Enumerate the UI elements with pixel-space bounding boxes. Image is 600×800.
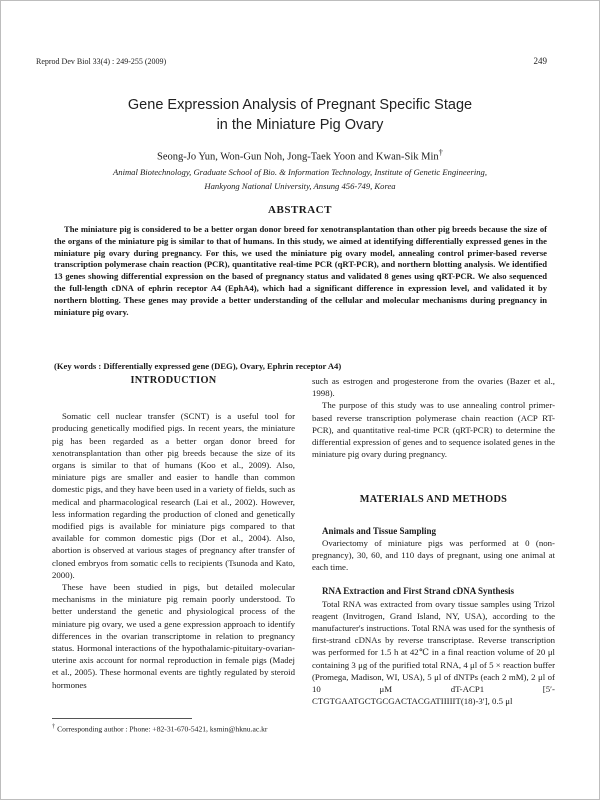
- left-column: [52, 375, 295, 691]
- methods-heading: MATERIALS AND METHODS: [359, 494, 508, 506]
- footnote-mark: †: [52, 723, 56, 730]
- footnote-rule: [52, 718, 192, 719]
- running-head: Reprod Dev Biol 33(4) : 249-255 (2009): [36, 57, 167, 66]
- subsection-heading-rna: RNA Extraction and First Strand cDNA Synthesis: [322, 586, 515, 597]
- title-line-2: in the Miniature Pig Ovary: [216, 117, 384, 133]
- intro-paragraph-4: The purpose of this study was to use annealing control primer-based reverse transcription polymerase chain reaction (ACP RT-PCR), and quantitative real-time PCR (qRT-PCR) to determine the differential expression of genes and to sequence isolated genes in the miniature pig ovary during pregnancy.: [312, 400, 555, 460]
- abstract-text: The miniature pig is considered to be a better organ donor breed for xenotransplantation than other pig breeds because the size of the organs of the miniature pig is similar to that of humans. In this study, we aimed at identifying differentially expressed genes in the miniature pig ovary during pregnancy. For this, we used the miniature pig ovary model, annealing control primer-based reverse transcription polymerase chain reaction (PCR), quantitative real-time PCR (qRT-PCR), and northern blotting analysis. We identified 13 genes showing differential expression on the based of pregnancy status and validated 8 genes using qRT-PCR. We also sequenced the full-length cDNA of ephrin receptor A4 (EphA4), which had a significant difference in expression level, and validated it by northern blotting. These genes may provide a better understanding of the cellular and molecular mechanisms during pregnancy in miniature pig ovary.: [54, 224, 547, 317]
- article-title: [60, 95, 540, 135]
- intro-paragraph-2: These have been studied in pigs, but detailed molecular mechanisms in the miniature pig remain poorly understood. To better understand the genetic and physiological process of the miniature pig ovary, we used a gene expression approach to identify differences in the ovarian transcriptome in relation to pregnancy status. Hormonal interactions of the hypothalamic-pituitary-ovarian-uterine axis account for normal reproduction in female pigs (Madej et al., 2005). These hormonal events are tightly regulated by steroid hormones: [52, 582, 295, 690]
- animals-paragraph: Ovariectomy of miniature pigs was performed at 0 (non-pregnancy), 30, 60, and 110 days of pregnant, using one animal at each time.: [312, 537, 555, 573]
- abstract-body: [54, 224, 547, 318]
- introduction-heading: INTRODUCTION: [130, 375, 217, 386]
- corresponding-mark: †: [438, 147, 443, 157]
- footnote: [52, 723, 267, 734]
- title-line-1: Gene Expression Analysis of Pregnant Specific Stage: [127, 97, 473, 113]
- author-list: [40, 147, 560, 163]
- footnote-text: Corresponding author : Phone: +82-31-670-5421, ksmin@hknu.ac.kr: [57, 724, 268, 734]
- affiliation-line-2: Hankyong National University, Ansung 456-749, Korea: [204, 181, 396, 191]
- intro-paragraph-1: Somatic cell nuclear transfer (SCNT) is a useful tool for producing genetically modified pigs. In recent years, the miniature pig has been regarded as a better organ donor breed for xenotransplantation than other pig breeds because the size of its organs is similar to that of humans (Koo et al., 2009). Also, miniature pigs are smaller and easier to handle than common domestic pigs, and they have been used in a variety of fields, such as medical and pharmacological research (Lai et al., 2002). However, less information regarding the production of cloned and genetically modified pigs is available for miniature pigs compared to that available for common domestic pigs (Dor et al., 2004). Also, abortion is observed at various stages of pregnancy after transfer of cloned embryos from somatic cells to recipients (Tsunoda and Kato, 2000).: [52, 411, 295, 580]
- affiliation: [40, 165, 560, 193]
- right-column: [312, 375, 555, 707]
- subsection-heading-animals: Animals and Tissue Sampling: [322, 525, 436, 536]
- intro-paragraph-3: such as estrogen and progesterone from the ovaries (Bazer et al., 1998).: [312, 376, 555, 399]
- keywords: (Key words : Differentially expressed gene (DEG), Ovary, Ephrin receptor A4): [54, 361, 342, 371]
- rna-paragraph: Total RNA was extracted from ovary tissue samples using Trizol reagent (Invitrogen, Grand Island, NY, USA), according to the manufacturer's instructions. Total RNA was used for the synthesis of first-strand cDNAs by reverse transcriptase. Reverse transcription was performed for 1.5 h at 42℃ in a final reaction volume of 20 μl containing 3 μg of the purified total RNA, 4 μl of 5 × reaction buffer (Promega, Madison, WI, USA), 5 μl of dNTPs (each 2 mM), 2 μl of 10 μM dT-ACP1 [5′-CTGTGAATGCTGCGACTACGATIIIIIT(18)-3′], 0.5 μl: [312, 598, 555, 707]
- author-names: Seong-Jo Yun, Won-Gun Noh, Jong-Taek Yoon and Kwan-Sik Min: [157, 151, 439, 163]
- abstract-heading: ABSTRACT: [268, 204, 332, 216]
- affiliation-line-1: Animal Biotechnology, Graduate School of Bio. & Information Technology, Institute of Genetic Engineering,: [113, 167, 487, 177]
- page-number: 249: [533, 56, 547, 66]
